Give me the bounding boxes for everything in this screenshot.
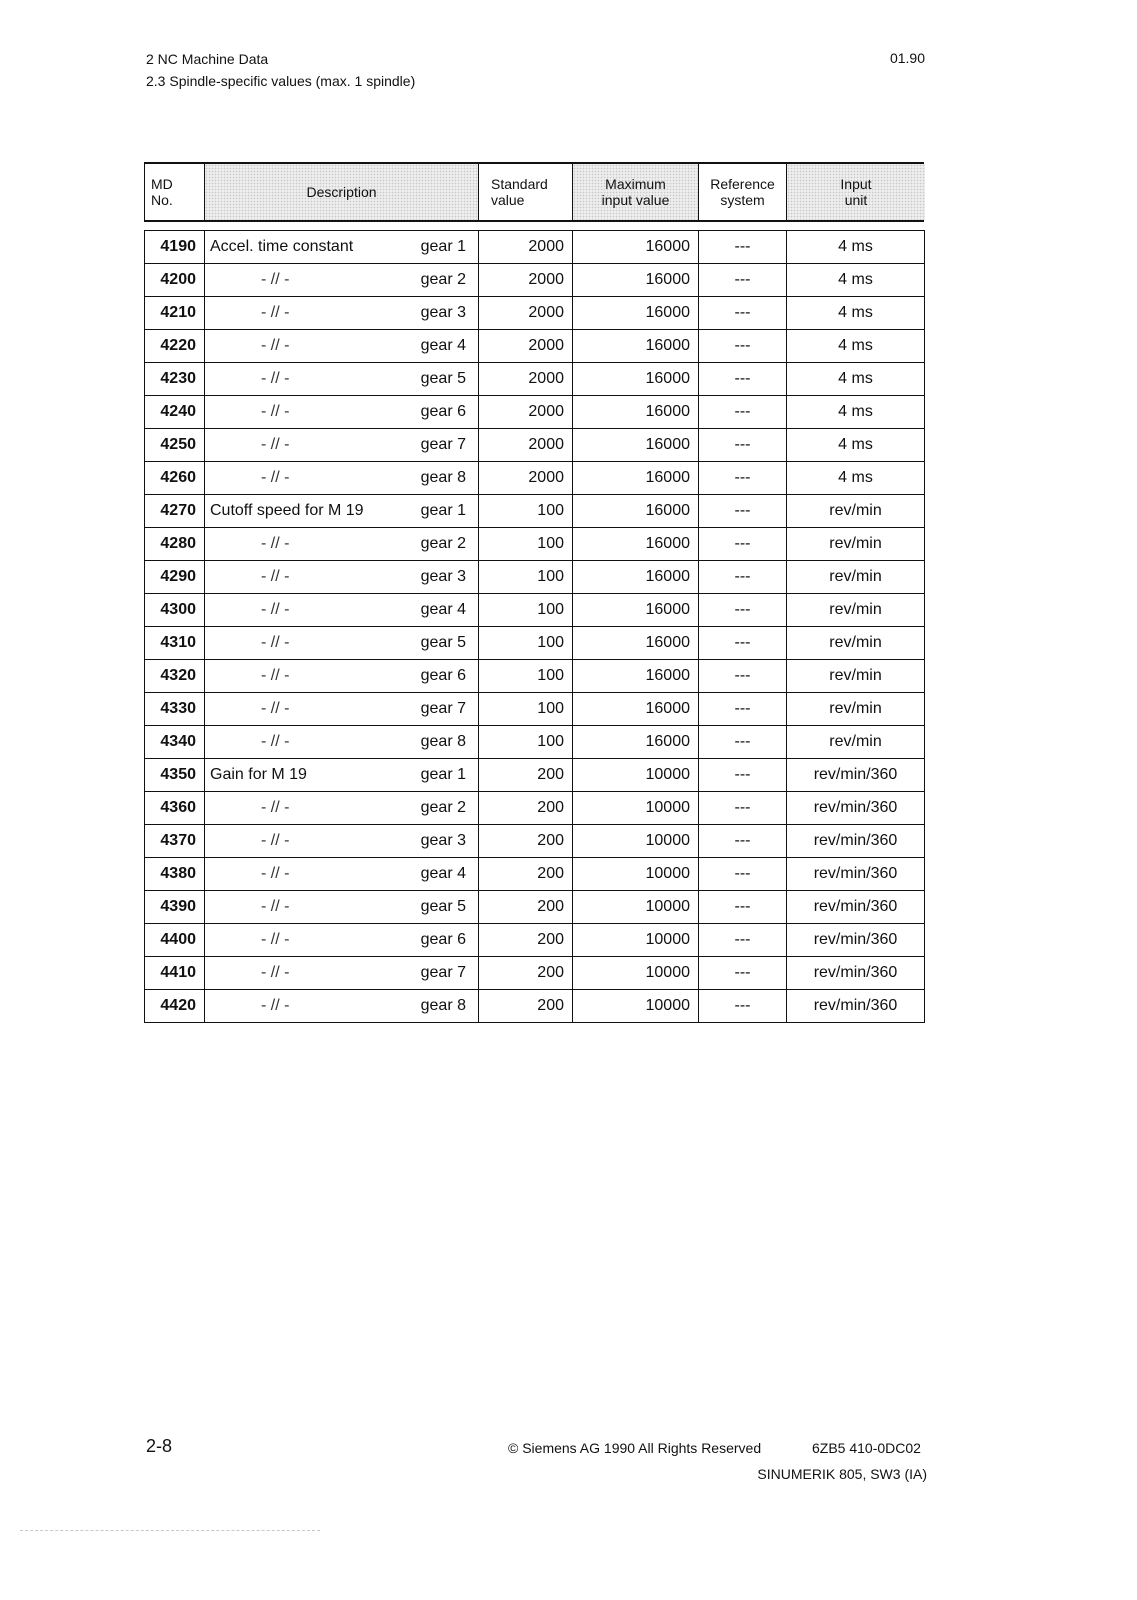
description-text: - // - [261, 271, 290, 288]
description-cell [205, 891, 479, 924]
description-text: Cutoff speed for M 19 [210, 502, 364, 519]
gear-label: gear 8 [420, 733, 466, 750]
reference-system: --- [699, 462, 787, 495]
description-text: - // - [261, 964, 290, 981]
reference-system: --- [699, 891, 787, 924]
md-number: 4360 [145, 792, 205, 825]
input-unit: 4 ms [787, 396, 925, 429]
standard-value: 200 [479, 792, 573, 825]
scan-artifact-line [20, 1530, 320, 1531]
description-cell [205, 924, 479, 957]
standard-value: 200 [479, 957, 573, 990]
section-title: 2.3 Spindle-specific values (max. 1 spindle) [146, 73, 416, 89]
reference-system: --- [699, 528, 787, 561]
description-cell [205, 462, 479, 495]
table-row [145, 495, 925, 528]
description-cell [205, 297, 479, 330]
input-unit: rev/min/360 [787, 792, 925, 825]
reference-system: --- [699, 792, 787, 825]
max-input-value: 10000 [573, 957, 699, 990]
reference-system: --- [699, 693, 787, 726]
description-text: - // - [261, 997, 290, 1014]
gear-label: gear 8 [420, 997, 466, 1014]
md-number: 4220 [145, 330, 205, 363]
max-input-value: 10000 [573, 990, 699, 1023]
max-input-value: 16000 [573, 264, 699, 297]
reference-system: --- [699, 957, 787, 990]
md-number: 4330 [145, 693, 205, 726]
table-row [145, 594, 925, 627]
input-unit: rev/min [787, 594, 925, 627]
table-row [145, 858, 925, 891]
md-number: 4200 [145, 264, 205, 297]
max-input-value: 16000 [573, 462, 699, 495]
input-unit: rev/min/360 [787, 990, 925, 1023]
input-unit: 4 ms [787, 264, 925, 297]
col-reference-system [699, 164, 787, 220]
md-number: 4380 [145, 858, 205, 891]
description-cell [205, 264, 479, 297]
input-unit: 4 ms [787, 330, 925, 363]
gear-label: gear 1 [420, 238, 466, 255]
table-row [145, 330, 925, 363]
description-cell [205, 594, 479, 627]
reference-system: --- [699, 924, 787, 957]
description-cell [205, 561, 479, 594]
table-row [145, 825, 925, 858]
product-name: SINUMERIK 805, SW3 (IA) [757, 1466, 927, 1482]
description-text: Gain for M 19 [210, 766, 307, 783]
md-number: 4420 [145, 990, 205, 1023]
description-text: - // - [261, 469, 290, 486]
table-row [145, 792, 925, 825]
description-cell [205, 330, 479, 363]
col-md-no [145, 164, 205, 220]
standard-value: 2000 [479, 462, 573, 495]
max-input-value: 10000 [573, 924, 699, 957]
description-cell [205, 957, 479, 990]
col-input-unit [787, 164, 925, 220]
description-cell [205, 825, 479, 858]
md-number: 4370 [145, 825, 205, 858]
max-input-value: 16000 [573, 429, 699, 462]
description-text: - // - [261, 634, 290, 651]
description-text: - // - [261, 733, 290, 750]
col-description [205, 164, 479, 220]
reference-system: --- [699, 297, 787, 330]
reference-system: --- [699, 759, 787, 792]
description-text: - // - [261, 667, 290, 684]
col-md-no-label: MD No. [151, 176, 173, 208]
input-unit: rev/min/360 [787, 825, 925, 858]
table-row [145, 627, 925, 660]
input-unit: rev/min/360 [787, 924, 925, 957]
max-input-value: 10000 [573, 759, 699, 792]
col-description-label: Description [306, 184, 377, 200]
input-unit: rev/min/360 [787, 957, 925, 990]
col-reference-system-label: Reference system [710, 176, 775, 208]
reference-system: --- [699, 726, 787, 759]
max-input-value: 16000 [573, 627, 699, 660]
md-number: 4230 [145, 363, 205, 396]
input-unit: rev/min [787, 561, 925, 594]
description-text: - // - [261, 799, 290, 816]
gear-label: gear 5 [420, 898, 466, 915]
gear-label: gear 4 [420, 337, 466, 354]
gear-label: gear 2 [420, 799, 466, 816]
gear-label: gear 7 [420, 700, 466, 717]
description-cell [205, 429, 479, 462]
description-text: - // - [261, 898, 290, 915]
md-number: 4400 [145, 924, 205, 957]
max-input-value: 16000 [573, 330, 699, 363]
input-unit: rev/min/360 [787, 858, 925, 891]
description-cell [205, 627, 479, 660]
description-text: - // - [261, 865, 290, 882]
max-input-value: 10000 [573, 891, 699, 924]
standard-value: 100 [479, 528, 573, 561]
col-max-input [573, 164, 699, 220]
page-number: 2-8 [146, 1436, 173, 1456]
standard-value: 100 [479, 495, 573, 528]
table-row [145, 660, 925, 693]
description-cell [205, 528, 479, 561]
input-unit: rev/min [787, 528, 925, 561]
gear-label: gear 3 [420, 832, 466, 849]
gear-label: gear 2 [420, 535, 466, 552]
col-input-unit-label: Input unit [840, 176, 872, 208]
table-row [145, 363, 925, 396]
order-number: 6ZB5 410-0DC02 [812, 1440, 921, 1456]
standard-value: 200 [479, 891, 573, 924]
md-number: 4270 [145, 495, 205, 528]
description-text: - // - [261, 601, 290, 618]
md-number: 4250 [145, 429, 205, 462]
table-row [145, 693, 925, 726]
md-number: 4210 [145, 297, 205, 330]
max-input-value: 10000 [573, 825, 699, 858]
gear-label: gear 8 [420, 469, 466, 486]
description-cell [205, 396, 479, 429]
table-row [145, 528, 925, 561]
max-input-value: 16000 [573, 528, 699, 561]
description-cell [205, 726, 479, 759]
gear-label: gear 3 [420, 568, 466, 585]
table-row [145, 561, 925, 594]
md-number: 4190 [145, 231, 205, 264]
description-text: - // - [261, 370, 290, 387]
description-cell [205, 495, 479, 528]
reference-system: --- [699, 561, 787, 594]
input-unit: rev/min [787, 693, 925, 726]
md-number: 4240 [145, 396, 205, 429]
md-number: 4260 [145, 462, 205, 495]
table-row [145, 297, 925, 330]
gear-label: gear 4 [420, 601, 466, 618]
gear-label: gear 5 [420, 634, 466, 651]
description-cell [205, 759, 479, 792]
table-row [145, 924, 925, 957]
input-unit: rev/min/360 [787, 891, 925, 924]
chapter-title: 2 NC Machine Data [146, 51, 269, 67]
standard-value: 100 [479, 693, 573, 726]
standard-value: 200 [479, 858, 573, 891]
gear-label: gear 6 [420, 667, 466, 684]
gear-label: gear 7 [420, 964, 466, 981]
md-number: 4300 [145, 594, 205, 627]
description-cell [205, 693, 479, 726]
standard-value: 100 [479, 627, 573, 660]
reference-system: --- [699, 264, 787, 297]
description-text: - // - [261, 304, 290, 321]
description-cell [205, 363, 479, 396]
standard-value: 2000 [479, 429, 573, 462]
standard-value: 200 [479, 924, 573, 957]
description-text: Accel. time constant [210, 238, 354, 255]
standard-value: 2000 [479, 297, 573, 330]
reference-system: --- [699, 231, 787, 264]
input-unit: rev/min [787, 495, 925, 528]
description-cell [205, 660, 479, 693]
md-number: 4320 [145, 660, 205, 693]
input-unit: 4 ms [787, 429, 925, 462]
reference-system: --- [699, 429, 787, 462]
description-cell [205, 792, 479, 825]
description-text: - // - [261, 832, 290, 849]
gear-label: gear 5 [420, 370, 466, 387]
max-input-value: 16000 [573, 363, 699, 396]
table-row [145, 264, 925, 297]
reference-system: --- [699, 660, 787, 693]
description-text: - // - [261, 436, 290, 453]
reference-system: --- [699, 396, 787, 429]
table-column-header [144, 162, 924, 222]
gear-label: gear 7 [420, 436, 466, 453]
col-standard-value [479, 164, 573, 220]
description-cell [205, 231, 479, 264]
md-number: 4290 [145, 561, 205, 594]
gear-label: gear 1 [420, 502, 466, 519]
max-input-value: 10000 [573, 858, 699, 891]
table-row [145, 231, 925, 264]
description-text: - // - [261, 700, 290, 717]
md-number: 4390 [145, 891, 205, 924]
table-row [145, 396, 925, 429]
max-input-value: 16000 [573, 660, 699, 693]
max-input-value: 16000 [573, 594, 699, 627]
description-text: - // - [261, 931, 290, 948]
gear-label: gear 6 [420, 403, 466, 420]
input-unit: rev/min [787, 660, 925, 693]
input-unit: rev/min [787, 627, 925, 660]
description-text: - // - [261, 337, 290, 354]
max-input-value: 16000 [573, 231, 699, 264]
col-standard-value-label: Standard value [491, 176, 548, 208]
max-input-value: 16000 [573, 495, 699, 528]
max-input-value: 16000 [573, 726, 699, 759]
description-text: - // - [261, 403, 290, 420]
standard-value: 2000 [479, 396, 573, 429]
reference-system: --- [699, 825, 787, 858]
standard-value: 100 [479, 726, 573, 759]
description-text: - // - [261, 568, 290, 585]
input-unit: 4 ms [787, 297, 925, 330]
reference-system: --- [699, 330, 787, 363]
max-input-value: 10000 [573, 792, 699, 825]
input-unit: 4 ms [787, 231, 925, 264]
description-cell [205, 990, 479, 1023]
reference-system: --- [699, 594, 787, 627]
gear-label: gear 3 [420, 304, 466, 321]
description-cell [205, 858, 479, 891]
copyright-notice: © Siemens AG 1990 All Rights Reserved [508, 1440, 762, 1456]
md-number: 4340 [145, 726, 205, 759]
reference-system: --- [699, 363, 787, 396]
table-row [145, 891, 925, 924]
standard-value: 2000 [479, 264, 573, 297]
input-unit: rev/min/360 [787, 759, 925, 792]
reference-system: --- [699, 858, 787, 891]
running-header [146, 48, 415, 92]
md-number: 4410 [145, 957, 205, 990]
table-row [145, 990, 925, 1023]
input-unit: 4 ms [787, 363, 925, 396]
reference-system: --- [699, 495, 787, 528]
standard-value: 100 [479, 594, 573, 627]
gear-label: gear 6 [420, 931, 466, 948]
reference-system: --- [699, 990, 787, 1023]
gear-label: gear 2 [420, 271, 466, 288]
standard-value: 2000 [479, 363, 573, 396]
md-number: 4280 [145, 528, 205, 561]
max-input-value: 16000 [573, 693, 699, 726]
standard-value: 200 [479, 759, 573, 792]
standard-value: 2000 [479, 330, 573, 363]
gear-label: gear 4 [420, 865, 466, 882]
table-row [145, 429, 925, 462]
standard-value: 100 [479, 561, 573, 594]
description-text: - // - [261, 535, 290, 552]
gear-label: gear 1 [420, 766, 466, 783]
md-number: 4310 [145, 627, 205, 660]
standard-value: 200 [479, 990, 573, 1023]
table-row [145, 462, 925, 495]
table-row [145, 726, 925, 759]
md-number: 4350 [145, 759, 205, 792]
machine-data-table [144, 230, 925, 1023]
standard-value: 200 [479, 825, 573, 858]
input-unit: rev/min [787, 726, 925, 759]
input-unit: 4 ms [787, 462, 925, 495]
max-input-value: 16000 [573, 561, 699, 594]
max-input-value: 16000 [573, 297, 699, 330]
reference-system: --- [699, 627, 787, 660]
col-max-input-label: Maximum input value [601, 176, 670, 208]
table-row [145, 957, 925, 990]
standard-value: 100 [479, 660, 573, 693]
table-row [145, 759, 925, 792]
edition-date: 01.90 [889, 50, 925, 66]
max-input-value: 16000 [573, 396, 699, 429]
standard-value: 2000 [479, 231, 573, 264]
